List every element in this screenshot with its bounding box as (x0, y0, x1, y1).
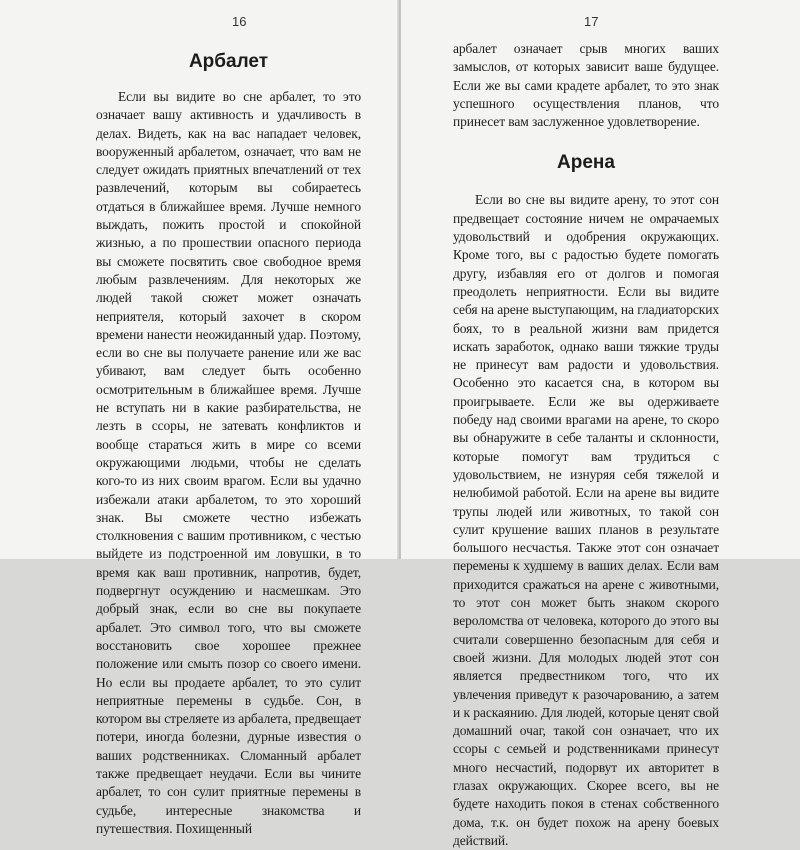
heading-arbalet: Арбалет (188, 51, 269, 72)
heading-arena: Арена (557, 152, 615, 174)
right-page (401, 0, 800, 848)
arbalet-text: Если вы видите во сне арбалет, то это означает вашу активность и удачливость в делах. Видеть, как на вас нападает человек, вооруженный арбалетом, означает, что вам не следует ожидать приятных впечатлений от тех развлечений, которым вы собираетесь отдаться в ближайшее время. Лучше немного выждать, пожить простой и спокойной жизнью, а по прошествии опасного периода вы сможете посвятить свое свободное время любым развлечениям. Для некоторых же людей такой сюжет может означать неприятеля, который захочет в скором времени нанести неожиданный удар. Поэтому, если во сне вы получаете ранение или же вас убивают, вам следует быть особенно осмотрительным в ближайшее время. Лучше не вступать ни в какие разбирательства, не лезть в ссоры, не затевать конфликтов и вообще стараться жить в мире со всеми окружающими людьми, чтобы не сделать кого-то из них своим врагом. Если вы удачно избежали атаки арбалетом, то это хороший знак. Вы сможете честно избежать столкновения с вашим противником, с честью выйдете из подстроенной им ловушки, в то время как ваш противник, напротив, будет, подвергнут осуждению и насмешкам. Это добрый знак, если во сне вы покупаете арбалет. Это символ того, что вы сможете восстановить свое хорошее прежнее положение или смыть позор со своего имени. Но если вы продаете арбалет, то это сулит неприятные перемены в судьбе. Сон, в котором вы стреляете из арбалета, предвещает потери, иногда болезни, дурные известия о ваших родственниках. Сломанный арбалет также предвещает неудачи. Если вы чините арбалет, то сон сулит приятные перемены в судьбе, интересные знакомства и путешествия. Похищенный (96, 89, 361, 836)
left-page (0, 0, 399, 836)
page-number-left: 16 (232, 14, 247, 29)
page-number-right: 17 (584, 14, 599, 29)
arena-text: Если во сне вы видите арену, то этот сон предвещает состояние ничем не омрачаемых удовольствий и одобрения окружающих. Кроме того, вы с радостью будете помогать другу, избавляя его от долгов и помогая преодолеть неприятности. Если вы видите себя на арене выступающим, на гладиаторских боях, то в реальной жизни вам придется искать заработок, однако ваши тяжкие труды не принесут вам радости и удовольствия. Особенно это касается сна, в котором вы проигрываете. Если же вы одерживаете победу над своими врагами на арене, то скоро вы обнаружите в себе таланты и склонности, которые помогут вам трудиться с удовольствием, не изнуряя себя тяжелой и нелюбимой работой. Если на арене вы видите трупы людей или животных, то такой сон сулит крушение ваших планов в результате большого несчастья. Также этот сон означает перемены к худшему в ваших делах. Если вам приходится сражаться на арене с животными, то этот сон может быть знаком скорого вероломства от человека, которого до этого вы считали совершенно безопасным для себя и своей жизни. Для молодых людей этот сон является предвестником того, что их увлечения приведут к разочарованию, а затем и к раскаянию. Для людей, которые ценят свой домашний очаг, такой сон означает, что их ссоры с семьей и родственниками принесут много несчастий, подорвут их авторитет в глазах окружающих. Скорее всего, вы не будете находить покоя в стенах собственного дома, т.к. он будет похож на арену боевых действий. (453, 192, 719, 848)
arbalet-continuation: арбалет означает срыв многих ваших замыслов, от которых зависит ваше будущее. Если же вы сами крадете арбалет, то это знак успешного осуществления планов, что принесет вам заслуженное удовлетворение. (453, 41, 719, 130)
